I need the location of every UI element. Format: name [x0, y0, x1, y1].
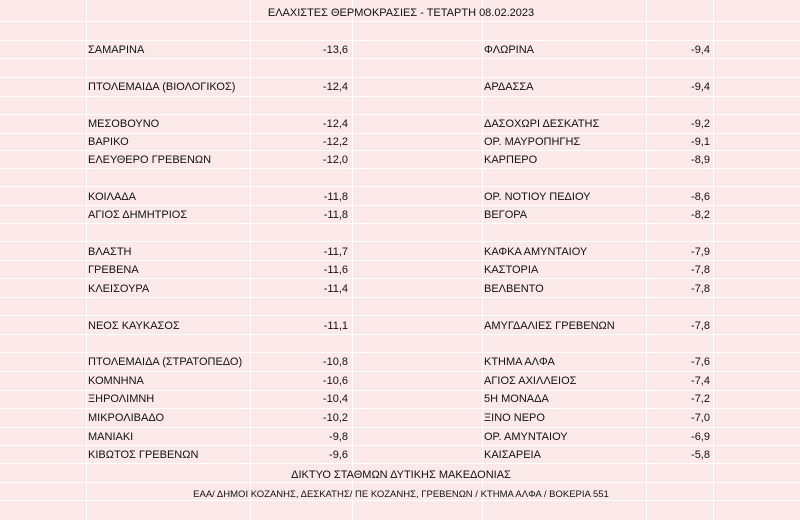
grid-row-line — [0, 408, 800, 409]
temperature-value: -6,9 — [691, 431, 710, 443]
grid-row-line — [0, 427, 800, 428]
station-name: ΚΛΕΙΣΟΥΡΑ — [88, 283, 150, 295]
footer-network: ΔΙΚΤΥΟ ΣΤΑΘΜΩΝ ΔΥΤΙΚΗΣ ΜΑΚΕΔΟΝΙΑΣ — [291, 469, 511, 481]
temperature-value: -7,8 — [691, 264, 710, 276]
grid-row-line — [0, 133, 800, 134]
grid-row-line — [0, 390, 800, 391]
station-name: ΠΤΟΛΕΜΑΙΔΑ (ΣΤΡΑΤΟΠΕΔΟ) — [88, 356, 243, 368]
station-name: ΞΗΡΟΛΙΜΝΗ — [88, 393, 155, 405]
station-name: ΒΛΑΣΤΗ — [88, 246, 132, 258]
grid-row-line — [0, 205, 800, 206]
grid-row-line — [0, 241, 800, 242]
station-name: ΚΟΜΝΗΝΑ — [88, 375, 144, 387]
grid-row-line — [0, 445, 800, 446]
temperature-value: -9,4 — [691, 81, 710, 93]
grid-row-line — [0, 297, 800, 298]
station-name: ΠΤΟΛΕΜΑΙΔΑ (ΒΙΟΛΟΓΙΚΟΣ) — [88, 81, 236, 93]
station-name: ΜΑΝΙΑΚΙ — [88, 431, 134, 443]
footer-sources: ΕΑΑ/ ΔΗΜΟΙ ΚΟΖΑΝΗΣ, ΔΕΣΚΑΤΗΣ/ ΠΕ ΚΟΖΑΝΗΣ, ΓΡΕΒΕΝΩΝ / ΚΤΗΜΑ ΑΛΦΑ / ΒΟΚΕΡΙΑ 551 — [193, 489, 609, 500]
temperature-value: -9,6 — [329, 449, 348, 461]
temperature-value: -11,7 — [323, 246, 348, 258]
station-name: ΒΕΓΟΡΑ — [484, 209, 528, 221]
temperature-value: -11,8 — [323, 209, 348, 221]
grid-row-line — [0, 21, 800, 22]
grid-row-line — [0, 278, 800, 279]
station-name: ΒΑΡΙΚΟ — [88, 136, 129, 148]
temperature-value: -11,1 — [323, 320, 348, 332]
grid-row-line — [0, 463, 800, 464]
station-name: ΣΑΜΑΡΙΝΑ — [88, 44, 145, 56]
station-name: ΦΛΩΡΙΝΑ — [484, 44, 535, 56]
station-name: ΟΡ. ΜΑΥΡΟΠΗΓΗΣ — [484, 136, 581, 148]
grid-row-line — [0, 334, 800, 335]
temperature-value: -8,6 — [691, 191, 710, 203]
station-name: ΚΙΒΩΤΟΣ ΓΡΕΒΕΝΩΝ — [88, 449, 199, 461]
station-name: ΟΡ. ΑΜΥΝΤΑΙΟΥ — [484, 431, 568, 443]
station-name: ΒΕΛΒΕΝΤΟ — [484, 283, 544, 295]
grid-row-line — [0, 352, 800, 353]
temperature-value: -9,2 — [691, 118, 710, 130]
temperature-value: -12,0 — [322, 154, 348, 166]
grid-row-line — [0, 58, 800, 59]
temperature-value: -12,4 — [322, 81, 348, 93]
grid-row-line — [0, 371, 800, 372]
temperature-value: -7,8 — [691, 283, 710, 295]
station-name: ΔΑΣΟΧΩΡΙ ΔΕΣΚΑΤΗΣ — [484, 118, 600, 130]
grid-row-line — [0, 150, 800, 151]
temperature-value: -11,6 — [323, 264, 348, 276]
temperature-value: -7,6 — [691, 356, 710, 368]
temperature-value: -7,0 — [691, 412, 710, 424]
temperature-value: -10,2 — [322, 412, 348, 424]
station-name: ΚΑΣΤΟΡΙΑ — [484, 264, 539, 276]
station-name: ΚΑΡΠΕΡΟ — [484, 154, 538, 166]
temperature-value: -7,4 — [691, 375, 710, 387]
temperature-value: -12,4 — [322, 118, 348, 130]
station-name: ΑΓΙΟΣ ΔΗΜΗΤΡΙΟΣ — [88, 209, 188, 221]
grid-row-line — [0, 315, 800, 316]
grid-row-line — [0, 186, 800, 187]
station-name: ΜΙΚΡΟΛΙΒΑΔΟ — [88, 412, 165, 424]
station-name: ΚΤΗΜΑ ΑΛΦΑ — [484, 356, 555, 368]
station-name: ΝΕΟΣ ΚΑΥΚΑΣΟΣ — [88, 320, 180, 332]
temperature-value: -12,2 — [322, 136, 348, 148]
temperature-value: -7,2 — [691, 393, 710, 405]
station-name: ΚΟΙΛΑΔΑ — [88, 191, 136, 203]
temperature-value: -9,8 — [329, 431, 348, 443]
temperature-value: -11,8 — [323, 191, 348, 203]
grid-row-line — [0, 114, 800, 115]
station-name: ΕΛΕΥΘΕΡΟ ΓΡΕΒΕΝΩΝ — [88, 154, 212, 166]
temperature-value: -10,6 — [322, 375, 348, 387]
grid-row-line — [0, 260, 800, 261]
station-name: ΑΡΔΑΣΣΑ — [484, 81, 534, 93]
temperature-value: -13,6 — [322, 44, 348, 56]
grid-row-line — [0, 77, 800, 78]
station-name: ΚΑΦΚΑ ΑΜΥΝΤΑΙΟΥ — [484, 246, 588, 258]
grid-row-line — [0, 482, 800, 483]
temperature-value: -8,9 — [691, 154, 710, 166]
station-name: ΟΡ. ΝΟΤΙΟΥ ΠΕΔΙΟΥ — [484, 191, 591, 203]
station-name: ΑΜΥΓΔΑΛΙΕΣ ΓΡΕΒΕΝΩΝ — [484, 320, 615, 332]
station-name: ΜΕΣΟΒΟΥΝΟ — [88, 118, 160, 130]
temperature-value: -8,2 — [691, 209, 710, 221]
temperature-value: -7,8 — [691, 320, 710, 332]
grid-row-line — [0, 168, 800, 169]
temperature-value: -9,4 — [691, 44, 710, 56]
temperature-value: -10,4 — [322, 393, 348, 405]
station-name: ΚΑΙΣΑΡΕΙΑ — [484, 449, 541, 461]
temperature-value: -5,8 — [691, 449, 710, 461]
page-title: ΕΛΑΧΙΣΤΕΣ ΘΕΡΜΟΚΡΑΣΙΕΣ - ΤΕΤΑΡΤΗ 08.02.2023 — [267, 7, 535, 19]
temperature-value: -7,9 — [691, 246, 710, 258]
grid-row-line — [0, 40, 800, 41]
temperature-value: -11,4 — [323, 283, 348, 295]
station-name: ΑΓΙΟΣ ΑΧΙΛΛΕΙΟΣ — [484, 375, 577, 387]
grid-row-line — [0, 96, 800, 97]
station-name: ΞΙΝΟ ΝΕΡΟ — [484, 412, 545, 424]
temperature-value: -9,1 — [691, 136, 710, 148]
station-name: ΓΡΕΒΕΝΑ — [88, 264, 139, 276]
temperature-value: -10,8 — [322, 356, 348, 368]
grid-row-line — [0, 223, 800, 224]
station-name: 5Η ΜΟΝΑΔΑ — [484, 393, 549, 405]
